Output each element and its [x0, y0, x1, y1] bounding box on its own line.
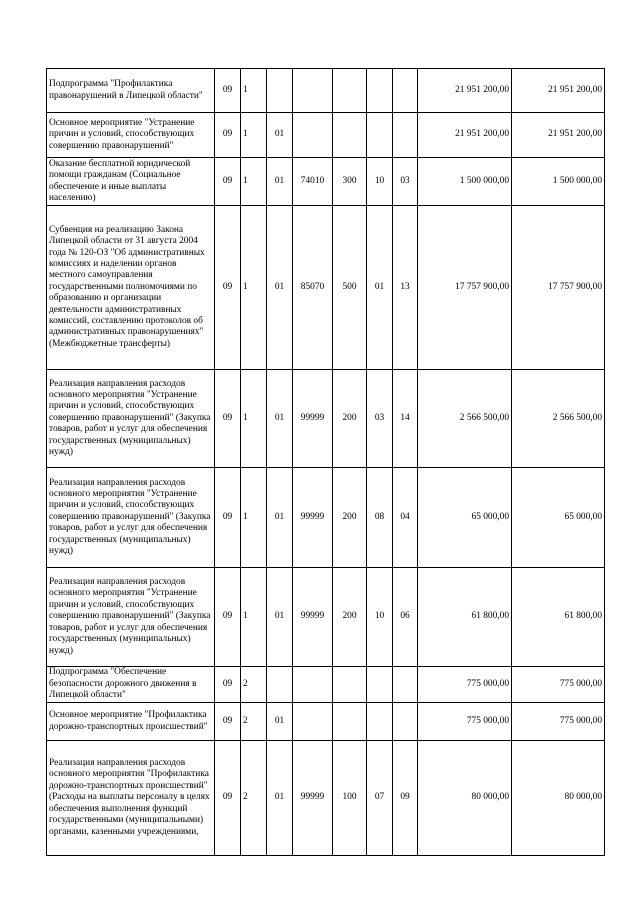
- cell-expense-type: 300: [333, 158, 367, 206]
- cell-expense-type: [333, 113, 367, 158]
- cell-amount-2: 775 000,00: [512, 703, 605, 741]
- cell-expense-type: 200: [333, 468, 367, 568]
- cell-subprogram: 2: [241, 667, 267, 703]
- cell-section: [367, 113, 393, 158]
- cell-amount-2: 65 000,00: [512, 468, 605, 568]
- cell-subsection: 09: [393, 741, 418, 856]
- table-body: [47, 69, 605, 856]
- cell-section: 08: [367, 468, 393, 568]
- cell-direction: 99999: [293, 741, 333, 856]
- cell-direction: [293, 703, 333, 741]
- cell-main-activity: 01: [267, 206, 293, 370]
- cell-section: [367, 667, 393, 703]
- cell-subsection: [393, 703, 418, 741]
- budget-table: [46, 68, 605, 856]
- cell-amount-2: 1 500 000,00: [512, 158, 605, 206]
- table-row: [47, 568, 605, 667]
- cell-main-activity: 01: [267, 370, 293, 468]
- cell-direction: 74010: [293, 158, 333, 206]
- cell-direction: [293, 113, 333, 158]
- cell-subprogram: 1: [241, 206, 267, 370]
- cell-expense-type: 200: [333, 370, 367, 468]
- cell-main-activity: 01: [267, 468, 293, 568]
- cell-subprogram: 1: [241, 468, 267, 568]
- cell-amount-1: 775 000,00: [418, 703, 512, 741]
- cell-subprogram: 1: [241, 370, 267, 468]
- cell-subsection: [393, 667, 418, 703]
- cell-program: 09: [215, 206, 241, 370]
- table-row: [47, 468, 605, 568]
- cell-direction: 85070: [293, 206, 333, 370]
- cell-main-activity: 01: [267, 741, 293, 856]
- cell-main-activity: 01: [267, 113, 293, 158]
- cell-program: 09: [215, 568, 241, 667]
- cell-subprogram: 1: [241, 113, 267, 158]
- cell-amount-1: 2 566 500,00: [418, 370, 512, 468]
- table-row: [47, 158, 605, 206]
- cell-subprogram: 1: [241, 568, 267, 667]
- table-row: [47, 206, 605, 370]
- cell-direction: 99999: [293, 468, 333, 568]
- table-row: [47, 113, 605, 158]
- cell-name: Основное мероприятие "Устранение причин и условий, способствующих совершению правонарушений": [47, 113, 215, 158]
- cell-subsection: [393, 113, 418, 158]
- cell-expense-type: 200: [333, 568, 367, 667]
- cell-main-activity: 01: [267, 568, 293, 667]
- cell-program: 09: [215, 667, 241, 703]
- cell-amount-1: 21 951 200,00: [418, 113, 512, 158]
- cell-expense-type: [333, 69, 367, 113]
- cell-subsection: 14: [393, 370, 418, 468]
- cell-main-activity: 01: [267, 703, 293, 741]
- cell-subsection: 04: [393, 468, 418, 568]
- cell-amount-2: 17 757 900,00: [512, 206, 605, 370]
- cell-amount-1: 775 000,00: [418, 667, 512, 703]
- cell-name: Основное мероприятие "Профилактика дорожно-транспортных происшествий": [47, 703, 215, 741]
- cell-amount-1: 65 000,00: [418, 468, 512, 568]
- cell-direction: 99999: [293, 568, 333, 667]
- cell-program: 09: [215, 741, 241, 856]
- cell-subsection: 13: [393, 206, 418, 370]
- cell-amount-2: 21 951 200,00: [512, 113, 605, 158]
- cell-expense-type: [333, 667, 367, 703]
- cell-expense-type: [333, 703, 367, 741]
- table-row: [47, 741, 605, 856]
- table-row: [47, 703, 605, 741]
- cell-section: [367, 703, 393, 741]
- cell-main-activity: 01: [267, 158, 293, 206]
- cell-direction: 99999: [293, 370, 333, 468]
- cell-amount-1: 61 800,00: [418, 568, 512, 667]
- cell-amount-1: 17 757 900,00: [418, 206, 512, 370]
- table-row: [47, 370, 605, 468]
- cell-name: Подпрограмма "Обеспечение безопасности дорожного движения в Липецкой области": [47, 667, 215, 703]
- cell-subsection: 06: [393, 568, 418, 667]
- cell-program: 09: [215, 69, 241, 113]
- cell-name: Реализация направления расходов основного мероприятия "Профилактика дорожно-транспортных происшествий" (Расходы на выплаты персоналу в целях обеспечения выполнения функций государственными (муниципальными) органами, казенными учреждениями,: [47, 741, 215, 856]
- cell-amount-1: 1 500 000,00: [418, 158, 512, 206]
- cell-name: Реализация направления расходов основного мероприятия "Устранение причин и условий, способствующих совершению правонарушений" (Закупка товаров, работ и услуг для обеспечения государственных (муниципальных) нужд): [47, 568, 215, 667]
- cell-section: 10: [367, 158, 393, 206]
- cell-program: 09: [215, 113, 241, 158]
- cell-subprogram: 1: [241, 158, 267, 206]
- cell-program: 09: [215, 703, 241, 741]
- cell-subsection: [393, 69, 418, 113]
- cell-subprogram: 1: [241, 69, 267, 113]
- cell-subprogram: 2: [241, 741, 267, 856]
- cell-section: 07: [367, 741, 393, 856]
- cell-program: 09: [215, 158, 241, 206]
- cell-amount-2: 21 951 200,00: [512, 69, 605, 113]
- cell-name: Реализация направления расходов основного мероприятия "Устранение причин и условий, способствующих совершению правонарушений" (Закупка товаров, работ и услуг для обеспечения государственных (муниципальных) нужд): [47, 370, 215, 468]
- cell-section: 03: [367, 370, 393, 468]
- cell-subsection: 03: [393, 158, 418, 206]
- table-row: [47, 69, 605, 113]
- table-row: [47, 667, 605, 703]
- cell-program: 09: [215, 370, 241, 468]
- cell-amount-1: 21 951 200,00: [418, 69, 512, 113]
- cell-name: Субвенция на реализацию Закона Липецкой области от 31 августа 2004 года № 120-ОЗ "Об административных комиссиях и наделении органов местного самоуправления государственными полномочиями по образованию и организации деятельности административных комиссий, составлению протоколов об административных правонарушениях" (Межбюджетные трансферты): [47, 206, 215, 370]
- cell-amount-2: 80 000,00: [512, 741, 605, 856]
- cell-amount-1: 80 000,00: [418, 741, 512, 856]
- cell-expense-type: 500: [333, 206, 367, 370]
- cell-amount-2: 61 800,00: [512, 568, 605, 667]
- cell-program: 09: [215, 468, 241, 568]
- cell-direction: [293, 69, 333, 113]
- cell-main-activity: [267, 667, 293, 703]
- cell-main-activity: [267, 69, 293, 113]
- cell-name: Оказание бесплатной юридической помощи гражданам (Социальное обеспечение и иные выплаты населению): [47, 158, 215, 206]
- cell-section: 01: [367, 206, 393, 370]
- cell-amount-2: 2 566 500,00: [512, 370, 605, 468]
- cell-name: Реализация направления расходов основного мероприятия "Устранение причин и условий, способствующих совершению правонарушений" (Закупка товаров, работ и услуг для обеспечения государственных (муниципальных) нужд): [47, 468, 215, 568]
- cell-subprogram: 2: [241, 703, 267, 741]
- cell-section: [367, 69, 393, 113]
- cell-name: Подпрограмма "Профилактика правонарушений в Липецкой области": [47, 69, 215, 113]
- cell-expense-type: 100: [333, 741, 367, 856]
- cell-section: 10: [367, 568, 393, 667]
- cell-amount-2: 775 000,00: [512, 667, 605, 703]
- cell-direction: [293, 667, 333, 703]
